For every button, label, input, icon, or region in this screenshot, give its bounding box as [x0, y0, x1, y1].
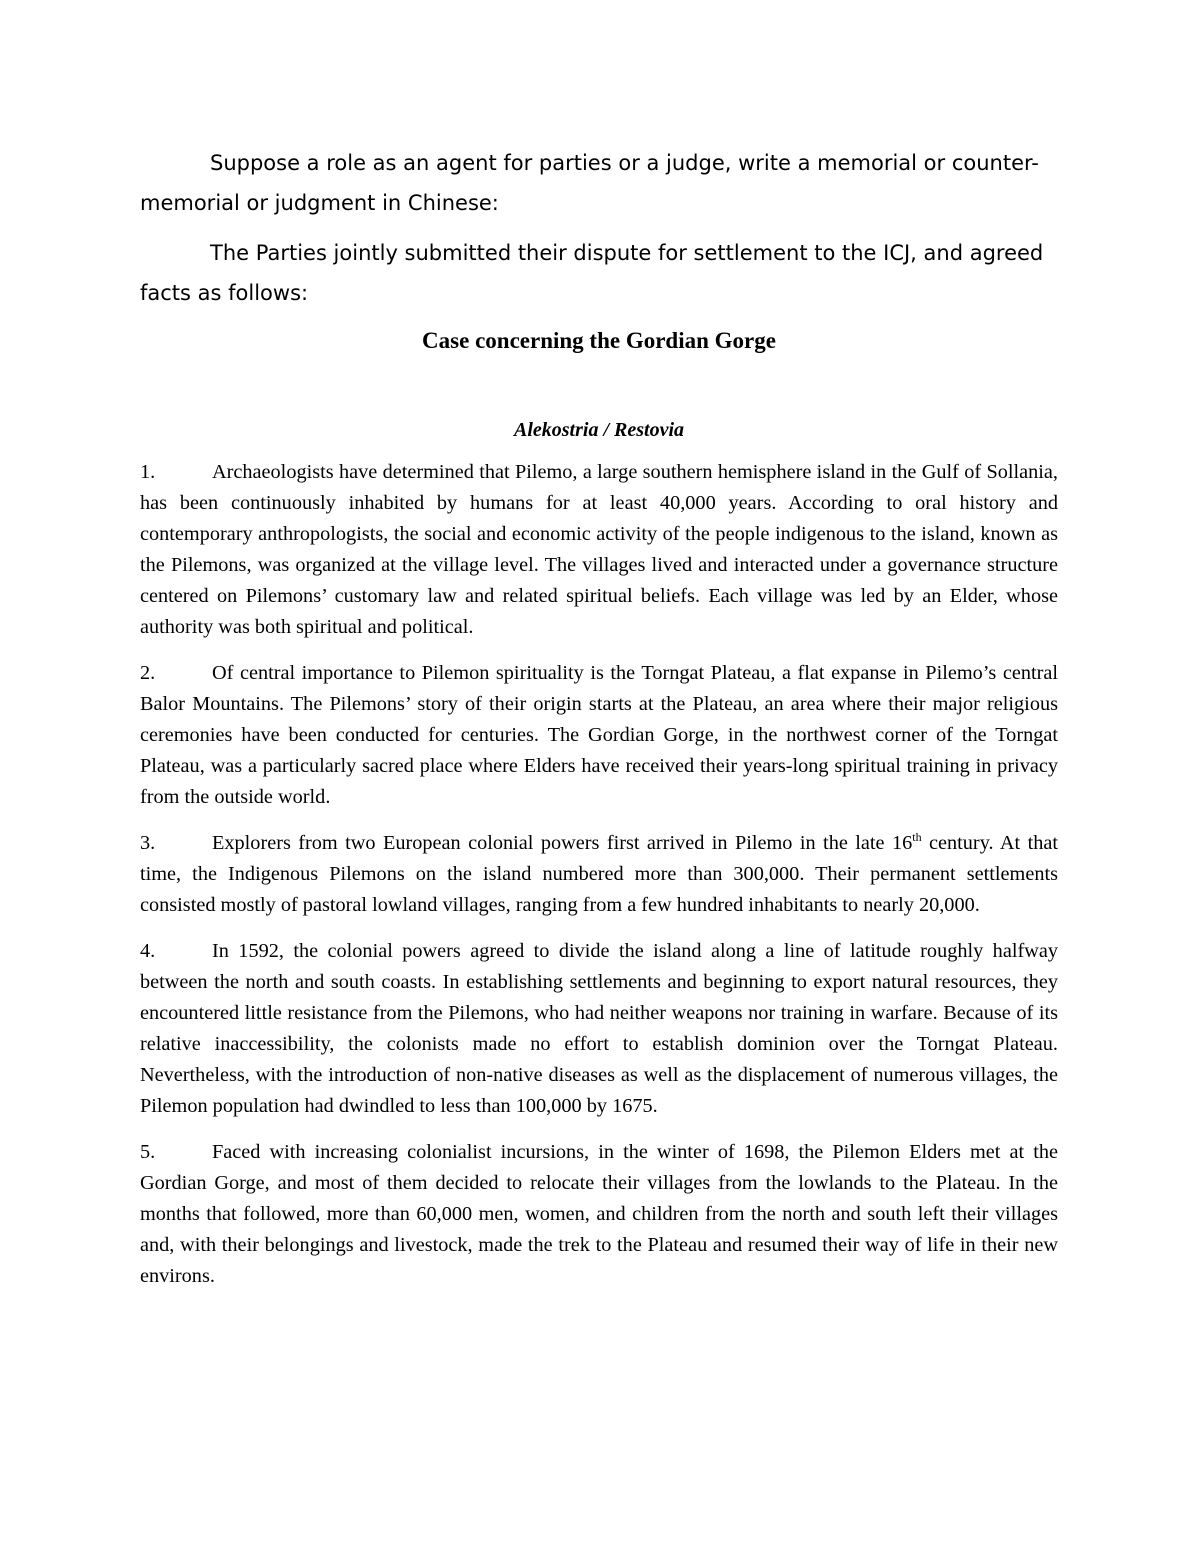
case-title: Case concerning the Gordian Gorge — [422, 328, 776, 353]
paragraph-number: 3. — [140, 832, 156, 854]
paragraph-3 — [140, 828, 1058, 921]
paragraph-text-after: century. At that time, the Indigenous Pilemons on the island numbered more than 300,000. Their permanent settlements consisted mostly of pastoral lowland villages, ranging from a few hundred inhabitants to nearly 20,000. — [140, 832, 1058, 916]
paragraph-text: Faced with increasing colonialist incursions, in the winter of 1698, the Pilemon Elders met at the Gordian Gorge, and most of them decided to relocate their villages from the lowlands to the Plateau. In the months that followed, more than 60,000 men, women, and children from the north and south left their villages and, with their belongings and livestock, made the trek to the Plateau and resumed their way of life in their new environs. — [140, 1141, 1058, 1287]
parties-heading: Alekostria / Restovia — [514, 419, 684, 441]
paragraph-5 — [140, 1137, 1058, 1292]
paragraph-text-before: Explorers from two European colonial powers first arrived in Pilemo in the late 16 — [212, 832, 913, 854]
paragraph-text: In 1592, the colonial powers agreed to divide the island along a line of latitude roughly halfway between the north and south coasts. In establishing settlements and beginning to export natural resources, they encountered little resistance from the Pilemons, who had neither weapons nor training in warfare. Because of its relative inaccessibility, the colonists made no effort to establish dominion over the Torngat Plateau. Nevertheless, with the introduction of non-native diseases as well as the displacement of numerous villages, the Pilemon population had dwindled to less than 100,000 by 1675. — [140, 940, 1058, 1117]
paragraph-2 — [140, 658, 1058, 813]
paragraph-1 — [140, 457, 1058, 643]
paragraph-4 — [140, 936, 1058, 1122]
document-page — [140, 143, 1058, 1307]
paragraph-number: 1. — [140, 461, 156, 483]
instruction-line-2: The Parties jointly submitted their dispute for settlement to the ICJ, and agreed facts as follows: — [140, 241, 1044, 305]
paragraph-number: 5. — [140, 1141, 156, 1163]
ordinal-superscript: th — [912, 830, 922, 845]
instruction-line-1: Suppose a role as an agent for parties or a judge, write a memorial or counter-memorial or judgment in Chinese: — [140, 151, 1039, 215]
paragraph-text: Archaeologists have determined that Pilemo, a large southern hemisphere island in the Gulf of Sollania, has been continuously inhabited by humans for at least 40,000 years. According to oral history and contemporary anthropologists, the social and economic activity of the people indigenous to the island, known as the Pilemons, was organized at the village level. The villages lived and interacted under a governance structure centered on Pilemons’ customary law and related spiritual beliefs. Each village was led by an Elder, whose authority was both spiritual and political. — [140, 461, 1058, 638]
paragraph-number: 2. — [140, 662, 156, 684]
paragraph-text: Of central importance to Pilemon spirituality is the Torngat Plateau, a flat expanse in Pilemo’s central Balor Mountains. The Pilemons’ story of their origin starts at the Plateau, an area where their major religious ceremonies have been conducted for centuries. The Gordian Gorge, in the northwest corner of the Torngat Plateau, was a particularly sacred place where Elders have received their years-long spiritual training in privacy from the outside world. — [140, 662, 1058, 808]
paragraph-number: 4. — [140, 940, 156, 962]
